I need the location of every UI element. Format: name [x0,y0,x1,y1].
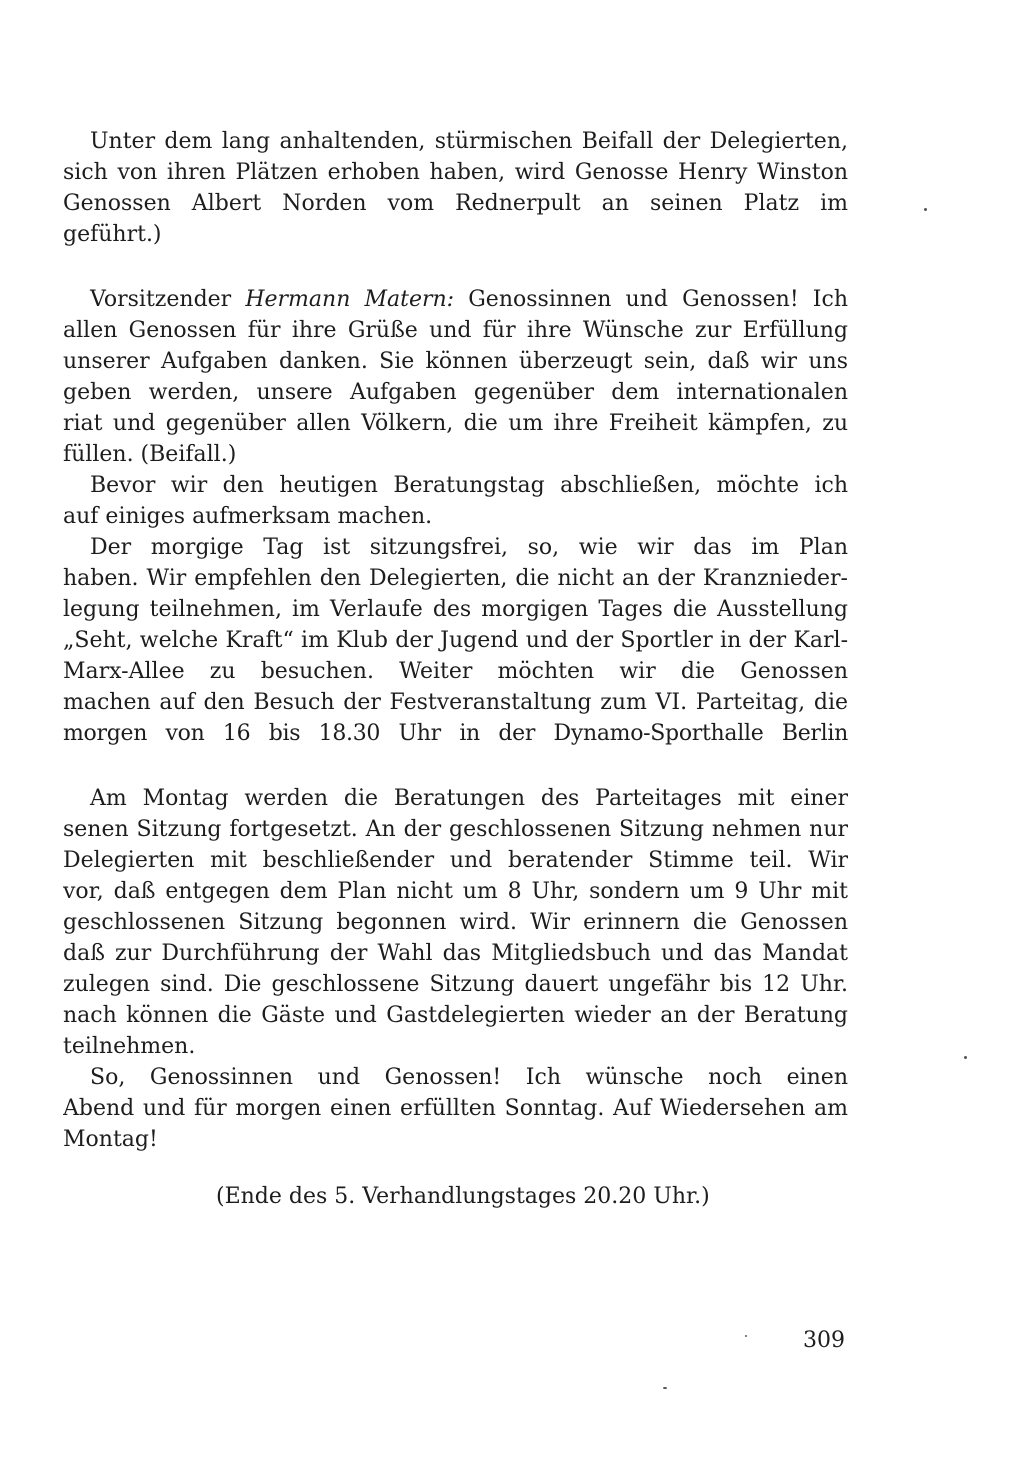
text-line: unserer Aufgaben danken. Sie können überzeugt sein, daß wir uns [63,349,848,374]
text-line: geschlossenen Sitzung begonnen wird. Wir erinnern die Genossen [63,910,848,935]
paragraph-applause [63,126,848,250]
paragraph-tomorrow [63,532,848,749]
text-line: Abend und für morgen einen erfüllten Sonntag. Auf Wiedersehen am [63,1096,848,1121]
text-line: sich von ihren Plätzen erhoben haben, wird Genosse Henry Winston [63,160,848,185]
text-line: teilnehmen. [63,1034,196,1059]
text-line: Unter dem lang anhaltenden, stürmischen Beifall der Delegierten, [90,129,848,154]
text-line [63,284,848,315]
text-line: Montag! [63,1127,158,1152]
paragraph-announcement [63,470,848,532]
speaker-title: Vorsitzender [90,287,246,312]
closing-note: (Ende des 5. Verhandlungstages 20.20 Uhr.) [216,1184,710,1209]
text-line: haben. Wir empfehlen den Delegierten, die nicht an der Kranznieder- [63,566,848,591]
scan-speck [745,1335,747,1337]
scan-speck [964,1056,967,1059]
text-line: vor, daß entgegen dem Plan nicht um 8 Uhr, sondern um 9 Uhr mit [63,879,848,904]
text-line: machen auf den Besuch der Festveranstaltung zum VI. Parteitag, die [63,690,848,715]
paragraph-farewell [63,1062,848,1155]
text-line: senen Sitzung fortgesetzt. An der geschlossenen Sitzung nehmen nur [63,817,848,842]
scan-speck [663,1387,667,1389]
speaker-name: Hermann Matern: [245,287,455,312]
scan-speck [924,208,927,211]
text-line: füllen. (Beifall.) [63,442,237,467]
text-line: zulegen sind. Die geschlossene Sitzung dauert ungefähr bis 12 Uhr. [63,972,848,997]
text-line: Am Montag werden die Beratungen des Parteitages mit einer [90,786,848,811]
text-line: daß zur Durchführung der Wahl das Mitgliedsbuch und das Mandat [63,941,848,966]
text-line: Marx-Allee zu besuchen. Weiter möchten wir die Genossen [63,659,848,684]
text-line: allen Genossen für ihre Grüße und für ihre Wünsche zur Erfüllung [63,318,848,343]
speech-start: Genossinnen und Genossen! Ich [468,287,848,312]
paragraph-spacer [63,250,848,284]
text-line: geben werden, unsere Aufgaben gegenüber dem internationalen [63,380,848,405]
text-line: „Seht, welche Kraft“ im Klub der Jugend und der Sportler in der Karl- [63,628,848,653]
text-line: Bevor wir den heutigen Beratungstag abschließen, möchte ich [90,473,848,498]
text-line: auf einiges aufmerksam machen. [63,504,433,529]
page-number: 309 [803,1328,845,1353]
paragraph-chairman-speech [63,284,848,470]
body-text [63,126,848,1155]
paragraph-spacer [63,749,848,783]
text-line: Delegierten mit beschließender und beratender Stimme teil. Wir [63,848,848,873]
text-line: morgen von 16 bis 18.30 Uhr in der Dynamo-Sporthalle Berlin [63,721,848,746]
text-line: nach können die Gäste und Gastdelegierten wieder an der Beratung [63,1003,848,1028]
text-line: legung teilnehmen, im Verlaufe des morgigen Tages die Ausstellung [63,597,848,622]
text-line: riat und gegenüber allen Völkern, die um ihre Freiheit kämpfen, zu [63,411,848,436]
paragraph-monday [63,783,848,1062]
text-line: Genossen Albert Norden vom Rednerpult an seinen Platz im [63,191,848,216]
text-line: geführt.) [63,222,162,247]
text-line: So, Genossinnen und Genossen! Ich wünsche noch einen [90,1065,848,1090]
text-line: Der morgige Tag ist sitzungsfrei, so, wie wir das im Plan [90,535,848,560]
